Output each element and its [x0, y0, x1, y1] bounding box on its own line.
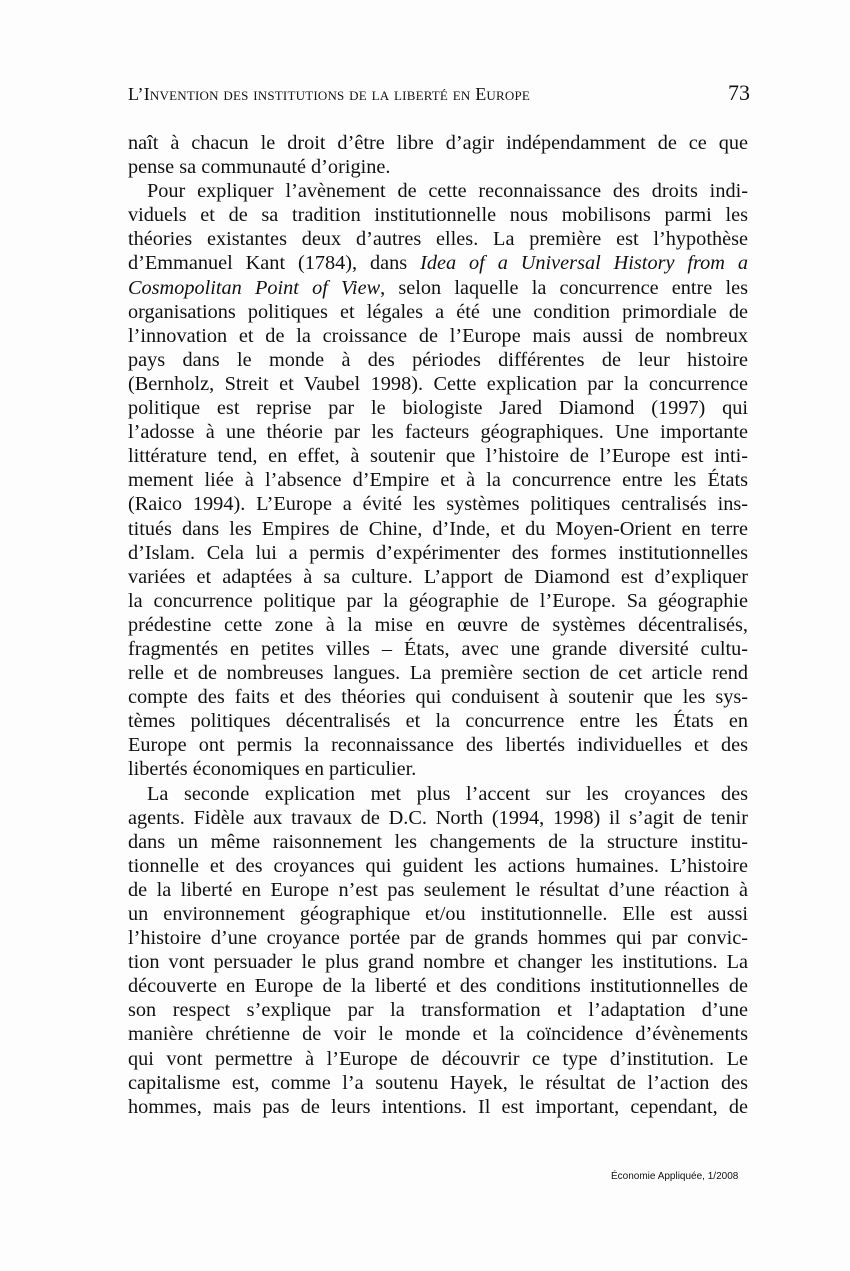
text-line: fragmentés en petites villes – États, avec une grande diversité cultu- [128, 637, 748, 660]
text-line: politique est reprise par le biologiste Jared Diamond (1997) qui [128, 397, 748, 420]
text-line: La seconde explication met plus l’accent sur les croyances des [147, 782, 748, 805]
text-line: l’histoire d’une croyance portée par de grands hommes qui par convic- [128, 927, 748, 950]
text-line: mement liée à l’absence d’Empire et à la concurrence entre les États [128, 469, 748, 492]
text-line: littérature tend, en effet, à soutenir que l’histoire de l’Europe est inti- [128, 445, 748, 468]
text-line: pays dans le monde à des périodes différentes de leur histoire [128, 348, 748, 371]
text-line: pense sa communauté d’origine. [128, 156, 391, 179]
text-line: Cosmopolitan Point of View, selon laquelle la concurrence entre les [128, 276, 748, 299]
text-line: compte des faits et des théories qui conduisent à soutenir que les sys- [128, 686, 748, 709]
text-line: prédestine cette zone à la mise en œuvre de systèmes décentralisés, [128, 613, 748, 636]
text-line: l’innovation et de la croissance de l’Europe mais aussi de nombreux [128, 324, 748, 347]
running-title: L’Invention des institutions de la liberté en Europe [128, 84, 531, 104]
text-line: naît à chacun le droit d’être libre d’agir indépendamment de ce que [128, 132, 748, 154]
text-line: (Raico 1994). L’Europe a évité les systèmes politiques centralisés ins- [128, 493, 748, 516]
text-line: Pour expliquer l’avènement de cette reconnaissance des droits indi- [147, 180, 748, 203]
body-text [128, 131, 748, 1119]
text-line: d’Islam. Cela lui a permis d’expérimenter des formes institutionnelles [128, 541, 748, 564]
text-line: manière chrétienne de voir le monde et la coïncidence d’évènements [128, 1023, 748, 1046]
text-line: tion vont persuader le plus grand nombre et changer les institutions. La [128, 951, 748, 974]
text-line: libertés économiques en particulier. [128, 758, 417, 781]
text-line: l’adosse à une théorie par les facteurs géographiques. Une importante [128, 421, 748, 444]
text-line: titués dans les Empires de Chine, d’Inde, et du Moyen-Orient en terre [128, 517, 748, 540]
text-line: agents. Fidèle aux travaux de D.C. North (1994, 1998) il s’agit de tenir [128, 806, 748, 829]
text-line: qui vont permettre à l’Europe de découvrir ce type d’institution. Le [128, 1047, 748, 1070]
italic-title: Idea of a Universal History from a [420, 252, 748, 275]
text-line: relle et de nombreuses langues. La première section de cet article rend [128, 662, 748, 685]
text-line: capitalisme est, comme l’a soutenu Hayek, le résultat de l’action des [128, 1071, 748, 1094]
text-line: découverte en Europe de la liberté et des conditions institutionnelles de [128, 975, 748, 998]
text-line: de la liberté en Europe n’est pas seulement le résultat d’une réaction à [128, 878, 748, 901]
text-line: son respect s’explique par la transformation et l’adaptation d’une [128, 999, 748, 1022]
text-line: dans un même raisonnement les changements de la structure institu- [128, 830, 748, 853]
text-line: la concurrence politique par la géographie de l’Europe. Sa géographie [128, 589, 748, 612]
text-line: Europe ont permis la reconnaissance des libertés individuelles et des [128, 734, 748, 757]
text-line: un environnement géographique et/ou institutionnelle. Elle est aussi [128, 903, 748, 925]
text-line: hommes, mais pas de leurs intentions. Il est important, cependant, de [128, 1095, 748, 1118]
text-line: (Bernholz, Streit et Vaubel 1998). Cette explication par la concurrence [128, 372, 748, 395]
page-number: 73 [728, 80, 750, 105]
text-line: organisations politiques et légales a été une condition primordiale de [128, 300, 748, 323]
running-header [128, 80, 750, 106]
text-line: d’Emmanuel Kant (1784), dans Idea of a Universal History from a [128, 252, 748, 275]
text-line: tèmes politiques décentralisés et la concurrence entre les États en [128, 710, 748, 733]
italic-title: Cosmopolitan Point of View [128, 276, 381, 299]
text-line: variées et adaptées à sa culture. L’apport de Diamond est d’expliquer [128, 565, 748, 588]
journal-footer: Économie Appliquée, 1/2008 [611, 1171, 739, 1182]
text-line: théories existantes deux d’autres elles. La première est l’hypothèse [128, 228, 748, 251]
text-line: viduels et de sa tradition institutionnelle nous mobilisons parmi les [128, 204, 748, 227]
text-line: tionnelle et des croyances qui guident les actions humaines. L’histoire [128, 854, 748, 877]
